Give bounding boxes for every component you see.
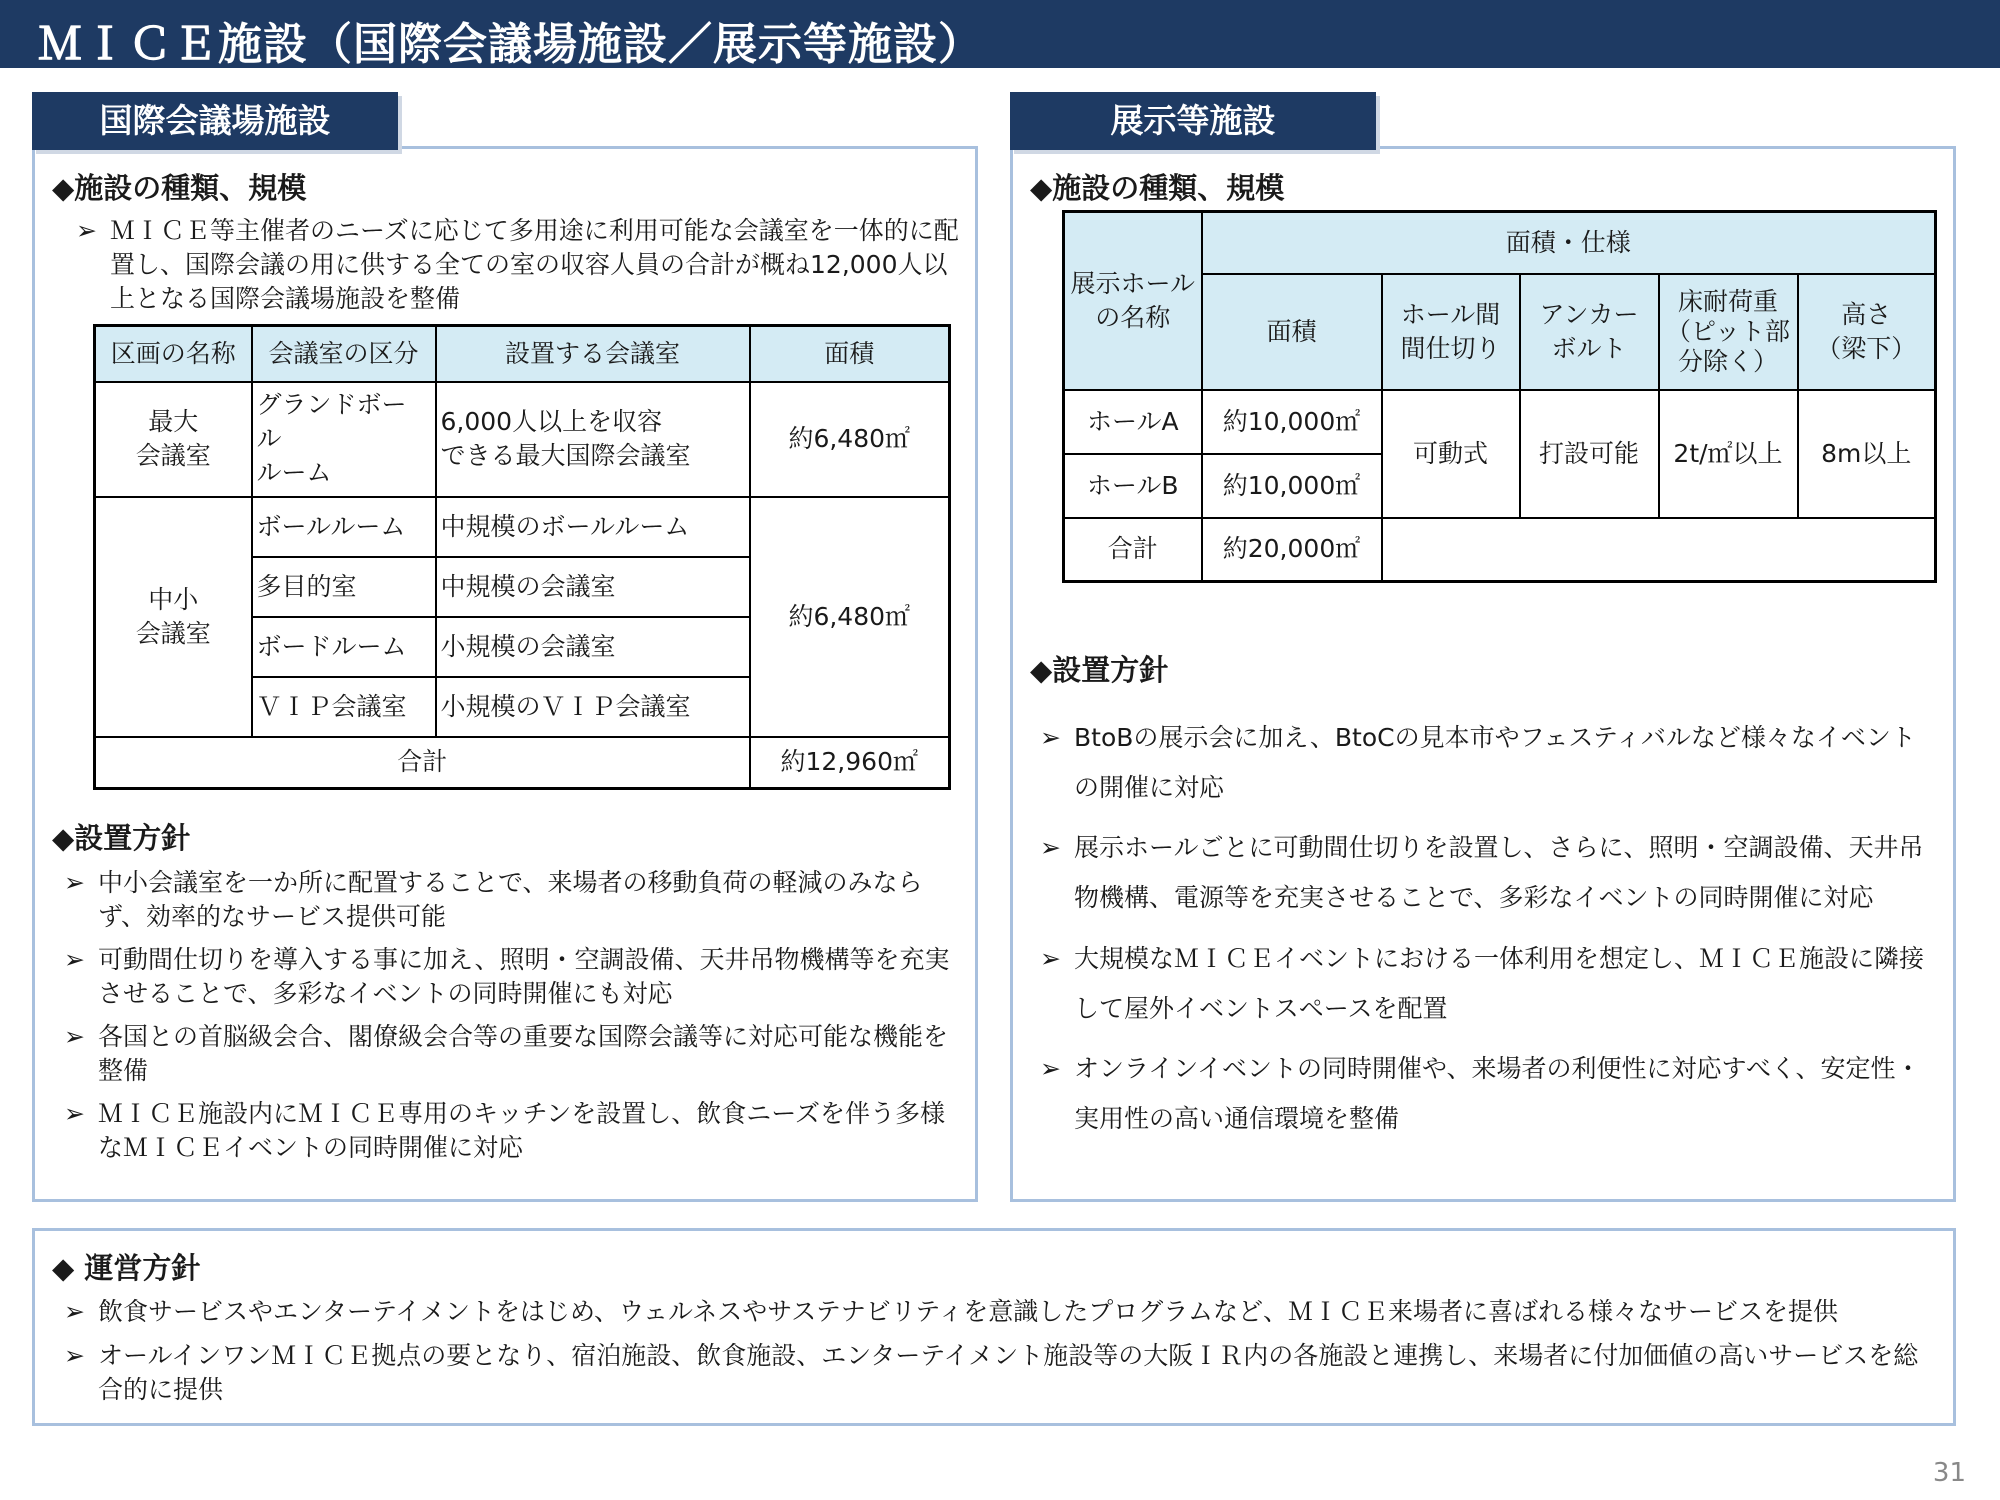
exhibition-policy-item: ➢ 大規模なＭＩＣＥイベントにおける一体利用を想定し、ＭＩＣＥ施設に隣接して屋外イベントスペースを配置 bbox=[1040, 934, 1940, 1034]
table-cell: 約6,480㎡ bbox=[750, 382, 950, 497]
operation-heading: ◆ 運営方針 bbox=[52, 1251, 201, 1285]
bullet-marker: ➢ bbox=[64, 1341, 85, 1370]
conference-policy-item: ➢ 各国との首脳級会合、閣僚級会合等の重要な国際会議等に対応可能な機能を整備 bbox=[64, 1022, 949, 1085]
table-total-area: 約12,960㎡ bbox=[750, 737, 950, 789]
table-cell: ホールA bbox=[1064, 390, 1202, 454]
bullet-marker: ➢ bbox=[64, 1022, 85, 1051]
table-header: 設置する会議室 bbox=[436, 326, 750, 382]
bullet-marker: ➢ bbox=[1040, 723, 1061, 752]
exhibition-policy-item: ➢ BtoBの展示会に加え、BtoCの見本市やフェスティバルなど様々なイベントの開催に対応 bbox=[1040, 713, 1940, 813]
operation-item: ➢ 飲食サービスやエンターテイメントをはじめ、ウェルネスやサステナビリティを意識したプログラムなど、ＭＩＣＥ来場者に喜ばれる様々なサービスを提供 bbox=[64, 1295, 1934, 1329]
conference-policy-item: ➢ 可動間仕切りを導入する事に加え、照明・空調設備、天井吊物機構等を充実させることで、多彩なイベントの同時開催にも対応 bbox=[64, 945, 950, 1008]
exhibition-tab: 展示等施設 bbox=[1010, 92, 1376, 150]
bullet-marker: ➢ bbox=[76, 216, 97, 245]
operation-item: ➢ オールインワンＭＩＣＥ拠点の要となり、宿泊施設、飲食施設、エンターテイメント施設等の大阪ＩＲ内の各施設と連携し、来場者に付加価値の高いサービスを総合的に提供 bbox=[64, 1341, 1919, 1404]
bullet-marker: ➢ bbox=[1040, 833, 1061, 862]
table-cell: ホールB bbox=[1064, 454, 1202, 518]
bullet-marker: ➢ bbox=[1040, 944, 1061, 973]
title-bar bbox=[0, 0, 2000, 68]
table-cell: 約10,000㎡ bbox=[1202, 390, 1382, 454]
table-cell: 可動式 bbox=[1382, 390, 1520, 518]
exhibition-scale-heading: ◆施設の種類、規模 bbox=[1030, 171, 1285, 205]
exhibition-policy-item: ➢ オンラインイベントの同時開催や、来場者の利便性に対応すべく、安定性・実用性の高い通信環境を整備 bbox=[1040, 1044, 1940, 1144]
table-cell: ボールルーム bbox=[252, 497, 436, 557]
table-header: アンカー ボルト bbox=[1520, 274, 1659, 390]
table-cell: グランドボール ルーム bbox=[252, 382, 436, 497]
table-total-label: 合計 bbox=[1064, 518, 1202, 582]
table-cell: 小規模のＶＩＰ会議室 bbox=[436, 677, 750, 737]
table-header: ホール間 間仕切り bbox=[1382, 274, 1520, 390]
table-header: 面積 bbox=[750, 326, 950, 382]
bullet-marker: ➢ bbox=[64, 1297, 85, 1326]
table-cell: 打設可能 bbox=[1520, 390, 1659, 518]
conference-scale-heading: ◆施設の種類、規模 bbox=[52, 171, 307, 205]
table-empty-cell bbox=[1382, 518, 1936, 582]
page-number: 31 bbox=[1932, 1458, 1966, 1488]
table-header: 区画の名称 bbox=[95, 326, 252, 382]
table-cell: 2t/㎡以上 bbox=[1659, 390, 1798, 518]
table-cell: ボードルーム bbox=[252, 617, 436, 677]
table-header: 面積・仕様 bbox=[1202, 212, 1936, 274]
conference-scale-text: ➢ ＭＩＣＥ等主催者のニーズに応じて多用途に利用可能な会議室を一体的に配置し、国際会議の用に供する全ての室の収容人員の合計が概ね12,000人以上となる国際会議場施設を整備 bbox=[76, 216, 959, 313]
table-header: 高さ （梁下） bbox=[1798, 274, 1936, 390]
exhibition-policy-heading: ◆設置方針 bbox=[1030, 653, 1169, 687]
table-cell: 中規模のボールルーム bbox=[436, 497, 750, 557]
bullet-marker: ➢ bbox=[64, 945, 85, 974]
table-header: 床耐荷重 （ピット部 分除く） bbox=[1659, 274, 1798, 390]
exhibition-policy-item: ➢ 展示ホールごとに可動間仕切りを設置し、さらに、照明・空調設備、天井吊物機構、電源等を充実させることで、多彩なイベントの同時開催に対応 bbox=[1040, 823, 1940, 923]
bullet-marker: ➢ bbox=[1040, 1054, 1061, 1083]
table-header: 展示ホール の名称 bbox=[1064, 212, 1202, 390]
table-header: 面積 bbox=[1202, 274, 1382, 390]
table-cell: 約10,000㎡ bbox=[1202, 454, 1382, 518]
page-title: ＭＩＣＥ施設（国際会議場施設／展示等施設） bbox=[38, 19, 983, 70]
table-cell: 約6,480㎡ bbox=[750, 497, 950, 737]
conference-table bbox=[93, 324, 951, 790]
table-cell: 小規模の会議室 bbox=[436, 617, 750, 677]
conference-tab: 国際会議場施設 bbox=[32, 92, 398, 150]
table-header: 会議室の区分 bbox=[252, 326, 436, 382]
bullet-marker: ➢ bbox=[64, 868, 85, 897]
table-cell: 8m以上 bbox=[1798, 390, 1936, 518]
table-cell: 中規模の会議室 bbox=[436, 557, 750, 617]
table-cell: ＶＩＰ会議室 bbox=[252, 677, 436, 737]
conference-policy-item: ➢ 中小会議室を一か所に配置することで、来場者の移動負荷の軽減のみならず、効率的なサービス提供可能 bbox=[64, 868, 923, 931]
conference-policy-heading: ◆設置方針 bbox=[52, 821, 191, 855]
table-total-label: 合計 bbox=[95, 737, 750, 789]
table-cell: 最大 会議室 bbox=[95, 382, 252, 497]
exhibition-table bbox=[1062, 210, 1937, 583]
table-cell: 6,000人以上を収容 できる最大国際会議室 bbox=[436, 382, 750, 497]
table-total-area: 約20,000㎡ bbox=[1202, 518, 1382, 582]
bullet-marker: ➢ bbox=[64, 1099, 85, 1128]
table-cell: 中小 会議室 bbox=[95, 497, 252, 737]
conference-policy-item: ➢ ＭＩＣＥ施設内にＭＩＣＥ専用のキッチンを設置し、飲食ニーズを伴う多様なＭＩＣＥイベントの同時開催に対応 bbox=[64, 1099, 946, 1162]
table-cell: 多目的室 bbox=[252, 557, 436, 617]
